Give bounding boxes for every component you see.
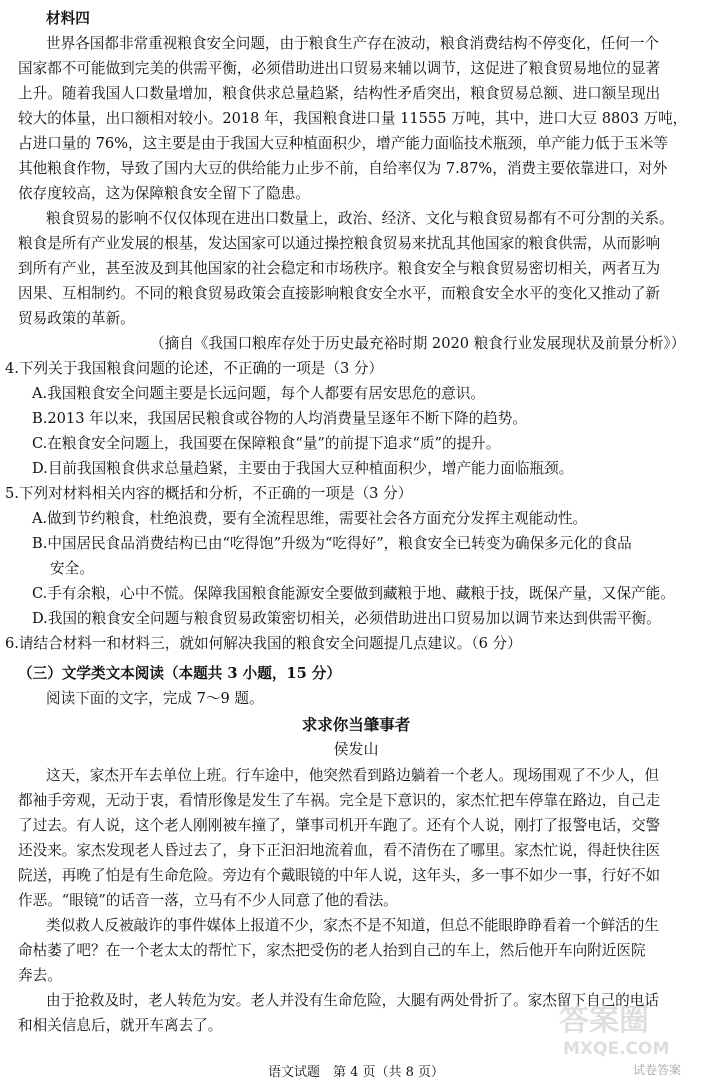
material4-heading: 材料四 <box>46 10 90 27</box>
q5-option-a: A.做到节约粮食，杜绝浪费，要有全流程思维，需要社会各方面充分发挥主观能动性。 <box>32 510 588 527</box>
watermark-graphic <box>553 990 708 1080</box>
q5-option-c: C.手有余粮，心中不慌。保障我国粮食能源安全要做到藏粮于地、藏粮于技，既保产量，又保产能。 <box>32 585 675 602</box>
story-title: 求求你当肇事者 <box>301 715 411 734</box>
material4-p1-l3: 上升。随着我国人口数量增加，粮食供求总量趋紧，结构性矛盾突出，粮食贸易总额、进口额呈现出 <box>18 85 661 102</box>
watermark-tag: 试卷答案 <box>633 1063 682 1077</box>
story-p2-l1: 类似救人反被敲诈的事件媒体上报道不少，家杰不是不知道，但总不能眼睁睁看着一个鲜活的生 <box>46 917 659 934</box>
material4-p1-l1: 世界各国都非常重视粮食安全问题，由于粮食生产存在波动，粮食消费结构不停变化，任何一个 <box>46 35 659 52</box>
story-p2-l3: 奔去。 <box>18 967 62 984</box>
q5-option-b-cont: 安全。 <box>50 560 94 577</box>
section3-instruction: 阅读下面的文字，完成 7～9 题。 <box>46 690 264 707</box>
material4-p2-l2: 粮食是所有产业发展的根基，发达国家可以通过操控粮食贸易来扰乱其他国家的粮食供需，从而影响 <box>18 235 661 252</box>
material4-p1-l2: 国家都不可能做到完美的供需平衡，必须借助进出口贸易来辅以调节，这促进了粮食贸易地位的显著 <box>18 60 661 77</box>
q4-option-a: A.我国粮食安全问题主要是长远问题，每个人都要有居安思危的意识。 <box>32 385 485 402</box>
material4-p1-l7: 依存度较高，这为保障粮食安全留下了隐患。 <box>18 185 310 202</box>
story-author: 侯发山 <box>333 740 379 758</box>
material4-p2-l5: 贸易政策的革新。 <box>18 310 135 327</box>
material4-p2-l1: 粮食贸易的影响不仅仅体现在进出口数量上，政治、经济、文化与粮食贸易都有不可分割的关系。 <box>46 210 674 227</box>
material4-p2-l3: 到所有产业，甚至波及到其他国家的社会稳定和市场秩序。粮食安全与粮食贸易密切相关，两者互为 <box>18 260 661 277</box>
watermark-line2: MXQE.COM <box>563 1039 670 1059</box>
section3-heading: （三）文学类文本阅读（本题共 3 小题，15 分） <box>18 665 341 682</box>
story-p1-l2: 都袖手旁观，无动于衷，看情形像是发生了车祸。完全是下意识的，家杰忙把车停靠在路边，自己走 <box>18 792 661 809</box>
material4-p1-l4: 较大的体量，出口额相对较小。2018 年，我国粮食进口量 11555 万吨，其中，进口大豆 8803 万吨， <box>18 110 688 127</box>
page-footer: 语文试题 第 4 页（共 8 页） <box>267 1065 445 1080</box>
material4-p2-l4: 因果、互相制约。不同的粮食贸易政策会直接影响粮食安全水平，而粮食安全水平的变化又推动了新 <box>18 285 661 302</box>
watermark-logo <box>553 990 708 1080</box>
q5-stem: 5.下列对材料相关内容的概括和分析，不正确的一项是（3 分） <box>5 485 413 502</box>
story-p3-l2: 和相关信息后，就开车离去了。 <box>18 1017 223 1034</box>
q4-option-c: C.在粮食安全问题上，我国要在保障粮食“量”的前提下追求“质”的提升。 <box>32 435 501 452</box>
q4-option-b: B.2013 年以来，我国居民粮食或谷物的人均消费量呈逐年不断下降的趋势。 <box>32 410 527 427</box>
story-p1-l3: 了过去。有人说，这个老人刚刚被车撞了，肇事司机开车跑了。还有个人说，刚打了报警电话，交警 <box>18 817 661 834</box>
material4-p1-l5: 占进口量的 76%，这主要是由于我国大豆种植面积少，增产能力面临技术瓶颈，单产能力低于玉米等 <box>18 135 669 152</box>
story-p1-l4: 还没来。家杰发现老人昏过去了，身下正汩汩地流着血，看不清伤在了哪里。家杰忙说，得赶快往医 <box>18 842 661 859</box>
material4-source: （摘自《我国口粮库存处于历史最充裕时期 2020 粮食行业发展现状及前景分析》） <box>150 335 686 352</box>
story-p1-l1: 这天，家杰开车去单位上班。行车途中，他突然看到路边躺着一个老人。现场围观了不少人，但 <box>46 767 659 784</box>
q6-stem: 6.请结合材料一和材料三，就如何解决我国的粮食安全问题提几点建议。（6 分） <box>5 635 522 652</box>
story-p1-l6: 作恶。“眼镜”的话音一落，立马有不少人同意了他的看法。 <box>18 892 398 909</box>
story-p2-l2: 命枯萎了吧？在一个老太太的帮忙下，家杰把受伤的老人抬到自己的车上，然后他开车向附近医院 <box>18 942 646 959</box>
material4-p1-l6: 其他粮食作物，导致了国内大豆的供给能力止步不前，自给率仅为 7.87%，消费主要依靠进口，对外 <box>18 160 668 177</box>
q4-stem: 4.下列关于我国粮食问题的论述，不正确的一项是（3 分） <box>5 360 384 377</box>
story-p1-l5: 院送，再晚了怕是有生命危险。旁边有个戴眼镜的中年人说，这年头，多一事不如少一事，行好不如 <box>18 867 661 884</box>
q5-option-d: D.我国的粮食安全问题与粮食贸易政策密切相关，必须借助进出口贸易加以调节来达到供需平衡。 <box>32 610 661 627</box>
watermark-line1: 答案圈 <box>559 1003 649 1038</box>
q5-option-b: B.中国居民食品消费结构已由“吃得饱”升级为“吃得好”，粮食安全已转变为确保多元化的食品 <box>32 535 632 552</box>
q4-option-d: D.目前我国粮食供求总量趋紧，主要由于我国大豆种植面积少，增产能力面临瓶颈。 <box>32 460 574 477</box>
story-p3-l1: 由于抢救及时，老人转危为安。老人并没有生命危险，大腿有两处骨折了。家杰留下自己的电话 <box>46 992 659 1009</box>
